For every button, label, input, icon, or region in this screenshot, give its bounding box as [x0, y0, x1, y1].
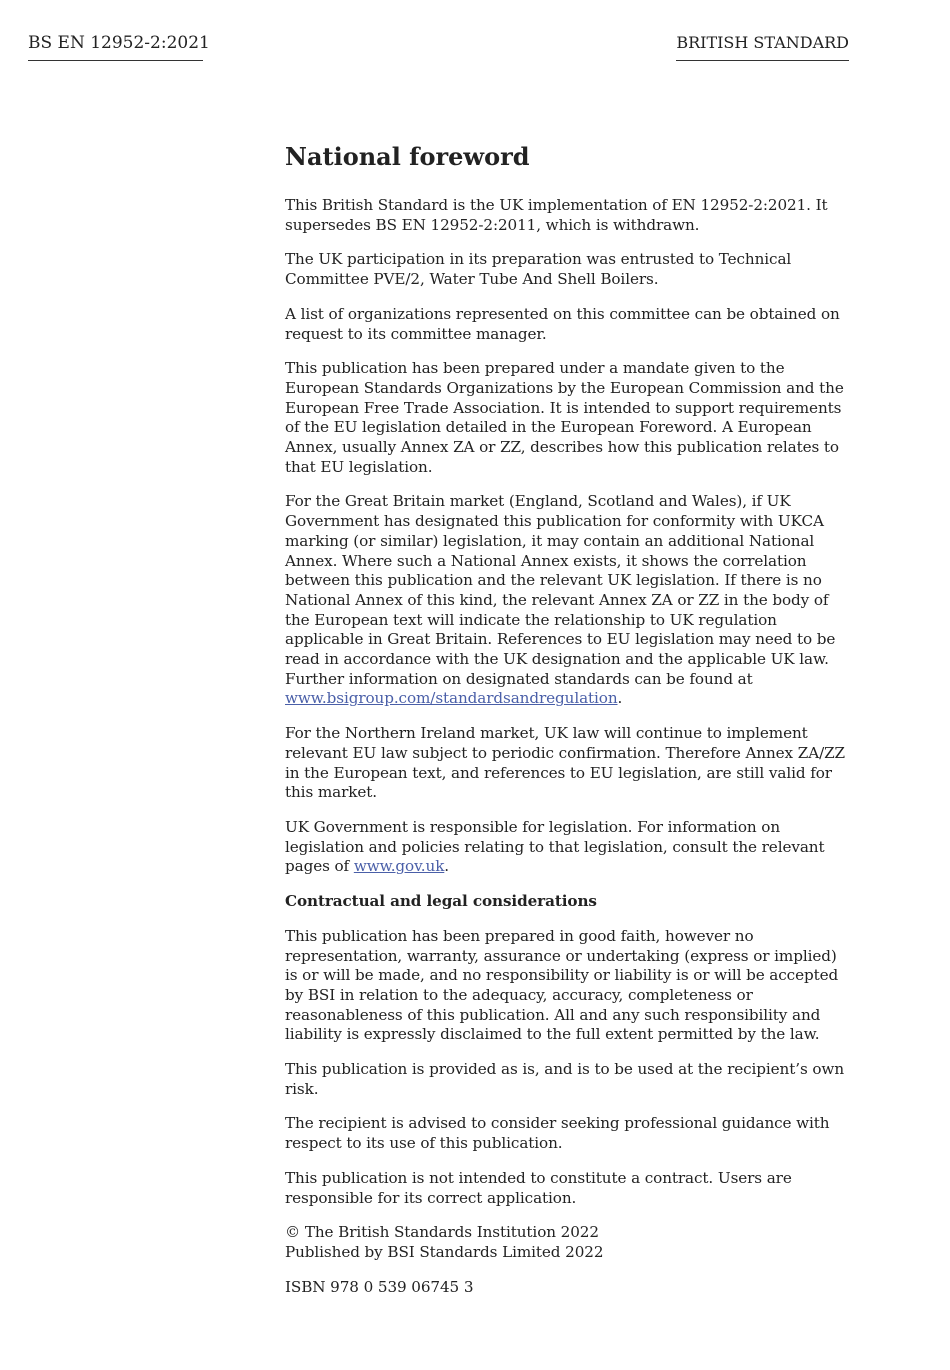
paragraph-great-britain: [285, 492, 851, 709]
page-title: National foreword: [285, 142, 530, 171]
header-label: BRITISH STANDARD: [676, 32, 849, 61]
paragraph-great-britain-text: For the Great Britain market (England, Scotland and Wales), if UK Government has designated this publication for conformity with UKCA marking (or similar) legislation, it may contain an additional National Annex. Where such a National Annex exists, it shows the correlation between this publication and the relevant UK legislation. If there is no National Annex of this kind, the relevant Annex ZA or ZZ in the body of the European text will indicate the relationship to UK regulation applicable in Great Britain. References to EU legislation may need to be read in accordance with the UK designation and the applicable UK law. Further information on designated standards can be found at: [285, 492, 836, 688]
copyright-line: © The British Standards Institution 2022: [285, 1223, 599, 1242]
paragraph-contract: This publication is not intended to constitute a contract. Users are responsible for its correct application.: [285, 1168, 792, 1207]
section-heading-contractual: Contractual and legal considerations: [285, 892, 597, 911]
paragraph-guidance: The recipient is advised to consider seeking professional guidance with respect to its use of this publication.: [285, 1114, 830, 1153]
paragraph-northern-ireland: For the Northern Ireland market, UK law will continue to implement relevant EU law subject to periodic confirmation. Therefore Annex ZA/ZZ in the European text, and references to EU legislation, are still valid for this market.: [285, 724, 845, 802]
bsigroup-link[interactable]: www.bsigroup.com/standardsandregulation: [285, 689, 618, 708]
foreword-body: [285, 140, 851, 1312]
paragraph-own-risk: This publication is provided as is, and is to be used at the recipient’s own risk.: [285, 1060, 845, 1098]
copyright-block: [285, 1223, 851, 1262]
paragraph-government: [285, 818, 851, 877]
paragraph-great-britain-end: .: [617, 689, 623, 708]
govuk-link[interactable]: www.gov.uk: [353, 857, 445, 876]
paragraph-government-text: UK Government is responsible for legislation. For information on legislation and policies relating to that legislation, consult the relevant pages of: [285, 817, 825, 876]
isbn: ISBN 978 0 539 06745 3: [285, 1277, 474, 1296]
paragraph-good-faith: This publication has been prepared in good faith, however no representation, warranty, assurance or undertaking (express or implied) is or will be made, and no responsibility or liability is or will be accepted by BSI in relation to the adequacy, accuracy, completeness or reasonableness of this publication. All and any such responsibility and liability is expressly disclaimed to the full extent permitted by the law.: [285, 926, 839, 1044]
document-id: BS EN 12952-2:2021: [28, 32, 203, 61]
paragraph-committee: The UK participation in its preparation was entrusted to Technical Committee PVE/2, Water Tube And Shell Boilers.: [285, 250, 792, 289]
paragraph-organizations: A list of organizations represented on this committee can be obtained on request to its committee manager.: [285, 304, 840, 343]
paragraph-implementation: This British Standard is the UK implementation of EN 12952-2:2021. It supersedes BS EN 12952-2:2011, which is withdrawn.: [285, 196, 828, 234]
paragraph-mandate: This publication has been prepared under a mandate given to the European Standards Organizations by the European Commission and the European Free Trade Association. It is intended to support requirements of the EU legislation detailed in the European Foreword. A European Annex, usually Annex ZA or ZZ, describes how this publication relates to that EU legislation.: [285, 359, 844, 476]
paragraph-government-end: .: [444, 857, 450, 876]
publisher-line: Published by BSI Standards Limited 2022: [285, 1242, 604, 1261]
